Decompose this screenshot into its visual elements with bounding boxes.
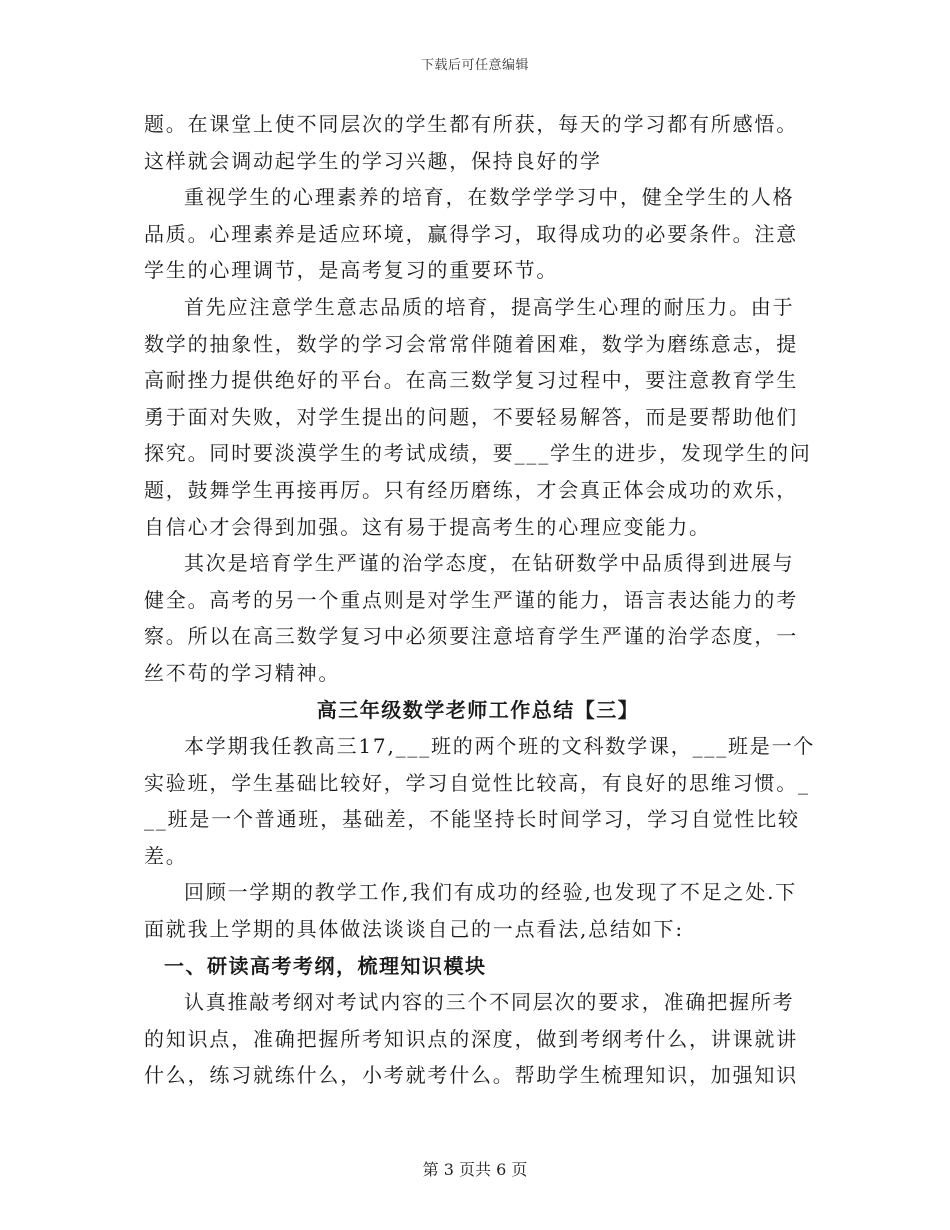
text-line: 实验班，学生基础比较好，学习自觉性比较高，有良好的思维习惯。_ [144, 770, 810, 795]
page-header: 下载后可任意编辑 [420, 58, 529, 73]
text-line: 品质。心理素养是适应环境，赢得学习，取得成功的必要条件。注意 [144, 221, 798, 246]
text-line: 题。在课堂上使不同层次的学生都有所获，每天的学习都有所感悟。 [144, 112, 798, 136]
text-line: 学生的心理调节，是高考复习的重要环节。 [144, 258, 559, 283]
paragraph-4 [144, 545, 812, 691]
text-line: 探究。同时要淡漠学生的考试成绩，要___学生的进步，发现学生的问 [144, 441, 812, 466]
page-footer: 第 3 页共 6 页 [422, 1160, 528, 1179]
text-line: 高耐挫力提供绝好的平台。在高三数学复习过程中，要注意教育学生 [144, 368, 798, 393]
sub-title: 一、研读高考考纲，梳理知识模块 [164, 953, 487, 978]
text-line: 勇于面对失败，对学生提出的问题，不要轻易解答，而是要帮助他们 [144, 404, 798, 429]
text-line: 回顾一学期的教学工作,我们有成功的经验,也发现了不足之处.下 [184, 880, 798, 905]
text-line: 差。 [144, 843, 188, 868]
text-line: 察。所以在高三数学复习中必须要注意培育学生严谨的治学态度，一 [144, 624, 798, 649]
text-line: 其次是培育学生严谨的治学态度，在钻研数学中品质得到进展与 [184, 551, 795, 576]
text-line: 什么，练习就练什么，小考就考什么。帮助学生梳理知识，加强知识 [144, 1063, 798, 1088]
paragraph-2 [144, 179, 812, 289]
paragraph-3 [144, 289, 812, 545]
text-line: 自信心才会得到加强。这有易于提高考生的心理应变能力。 [144, 514, 711, 539]
text-line: 面就我上学期的具体做法谈谈自己的一点看法,总结如下: [144, 917, 684, 942]
paragraph-7 [144, 984, 812, 1094]
text-line: 健全。高考的另一个重点则是对学生严谨的能力，语言表达能力的考 [144, 587, 798, 612]
text-line: 这样就会调动起学生的学习兴趣，保持良好的学 [144, 148, 602, 173]
text-line: 首先应注意学生意志品质的培育，提高学生心理的耐压力。由于 [184, 294, 795, 319]
text-line: 题，鼓舞学生再接再厉。只有经历磨练，才会真正体会成功的欢乐， [144, 477, 798, 502]
paragraph-5 [144, 728, 816, 874]
text-line: 丝不苟的学习精神。 [144, 660, 341, 685]
text-line: 本学期我任教高三17,___班的两个班的文科数学课，___班是一个 [184, 734, 816, 759]
section-title: 高三年级数学老师工作总结【三】 [316, 697, 640, 722]
document-body [144, 106, 816, 1094]
text-line: 重视学生的心理素养的培育，在数学学学习中，健全学生的人格 [184, 185, 795, 210]
text-line: 的知识点，准确把握所考知识点的深度，做到考纲考什么，讲课就讲 [144, 1026, 798, 1051]
text-line: 认真推敲考纲对考试内容的三个不同层次的要求，准确把握所考 [184, 990, 795, 1015]
paragraph-1 [144, 106, 812, 179]
text-line: 数学的抽象性，数学的学习会常常伴随着困难，数学为磨练意志，提 [144, 331, 798, 356]
text-line: __班是一个普通班，基础差，不能坚持长时间学习，学习自觉性比较 [144, 807, 800, 832]
paragraph-6 [144, 874, 812, 947]
